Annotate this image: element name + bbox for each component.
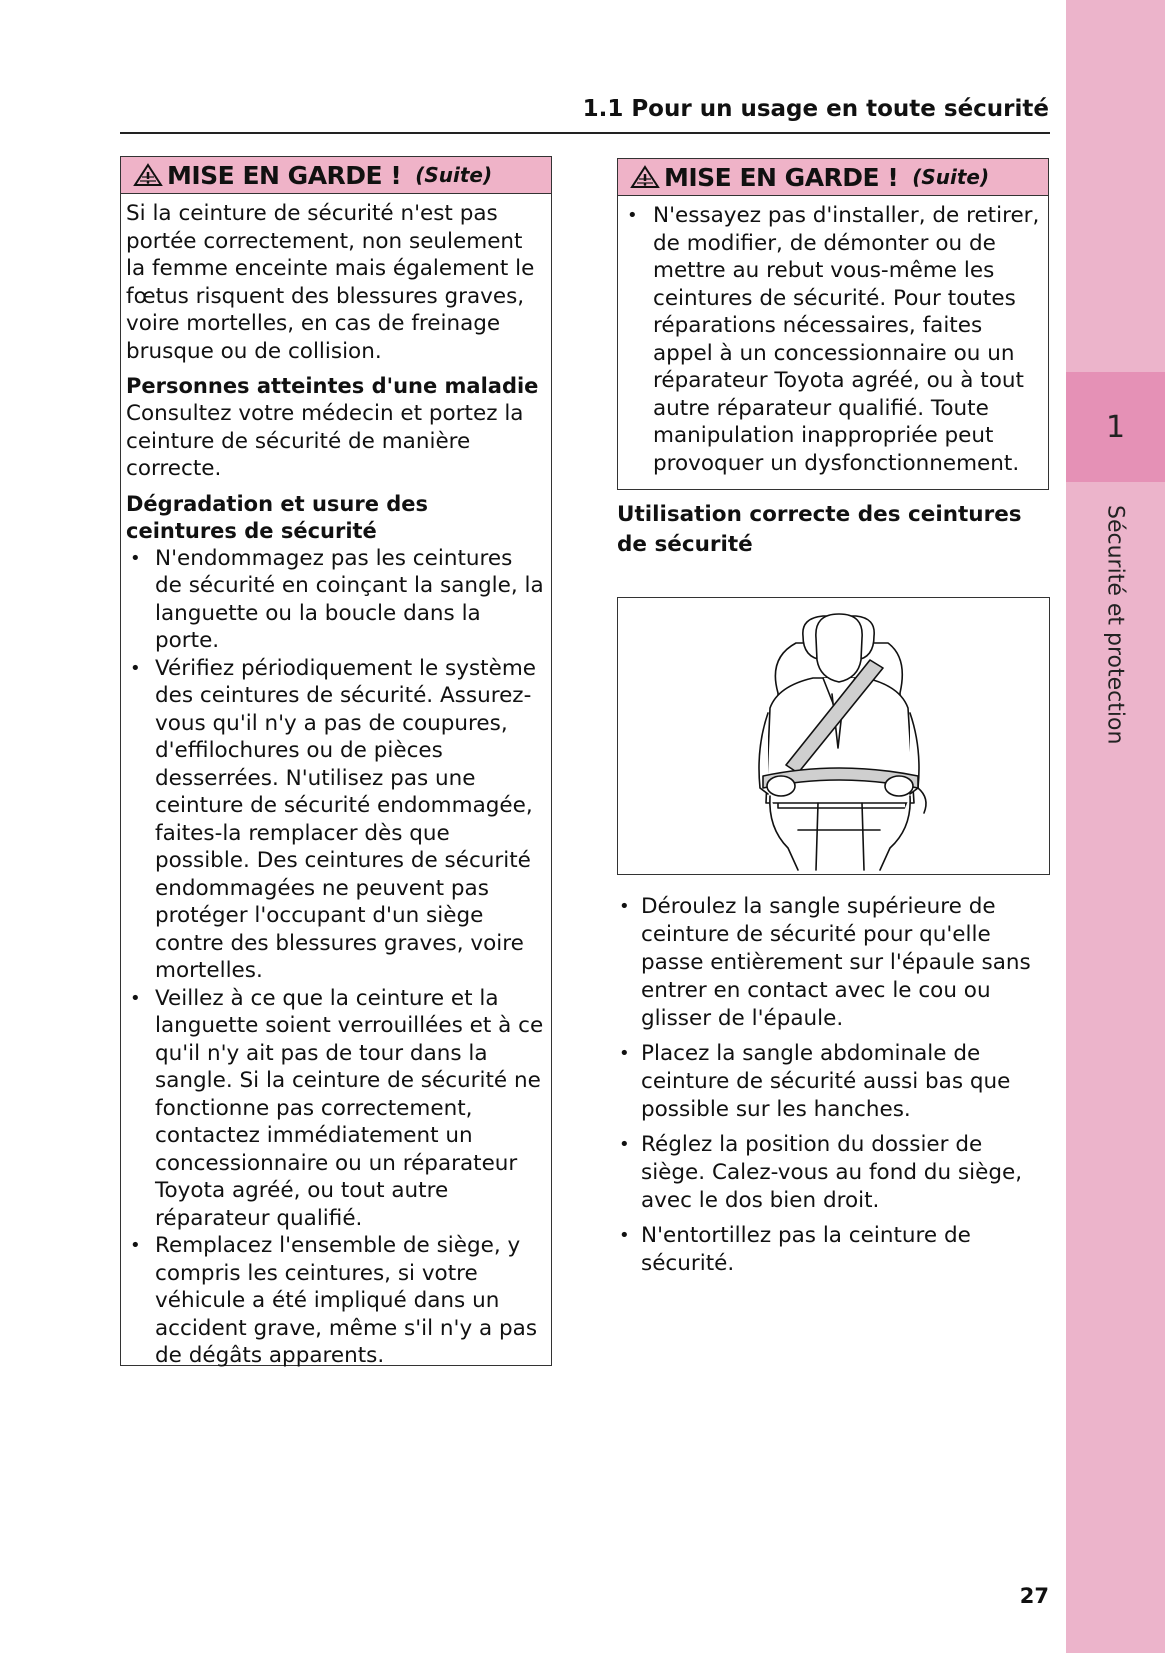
warning-header — [618, 159, 1048, 196]
list-item: • Placez la sangle abdominale de ceinture de sécurité aussi bas que possible sur les hanches. — [617, 1040, 1050, 1124]
list-item: • Déroulez la sangle supérieure de ceinture de sécurité pour qu'elle passe entièrement sur l'épaule sans entrer en contact avec le cou ou glisser de l'épaule. — [617, 893, 1050, 1033]
list-item: • N'endommagez pas les ceintures de sécurité en coinçant la sangle, la languette ou la boucle dans la porte. — [126, 545, 545, 655]
wear-list — [126, 545, 545, 1370]
warning-body — [618, 196, 1048, 477]
warning-suite: (Suite) — [415, 163, 493, 187]
warning-suite: (Suite) — [912, 165, 990, 189]
list-item: • N'essayez pas d'installer, de retirer, de modifier, de démonter ou de mettre au rebut vous-même les ceintures de sécurité. Pour toutes réparations nécessaires, faites appel à un concessionnaire ou un réparateur Toyota agréé, ou à tout autre réparateur qualifié. Toute manipulation inappropriée peut provoquer un dysfonctionnement. — [623, 202, 1042, 477]
usage-list — [617, 893, 1050, 1285]
chapter-label-container — [1065, 505, 1165, 745]
warning-box-left — [120, 156, 552, 1366]
seated-person-with-seatbelt-icon — [618, 598, 1048, 873]
list-item: • N'entortillez pas la ceinture de sécurité. — [617, 1222, 1050, 1278]
list-item: • Vérifiez périodiquement le système des ceintures de sécurité. Assurez-vous qu'il n'y a pas de coupures, d'effilochures ou de pièces desserrées. N'utilisez pas une ceinture de sécurité endommagée, faites-la remplacer dès que possible. Des ceintures de sécurité endommagées ne peuvent pas protéger l'occupant d'un siège contre des blessures graves, voire mortelles. — [126, 655, 545, 985]
chapter-label: Sécurité et protection — [1102, 505, 1128, 745]
page-number: 27 — [1019, 1584, 1049, 1608]
chapter-number-tab[interactable] — [1066, 372, 1165, 482]
warning-box-right — [617, 158, 1049, 490]
warning-triangle-icon — [630, 165, 660, 189]
warning-title: MISE EN GARDE ! — [167, 160, 402, 190]
warning-right-list — [623, 202, 1042, 477]
heading-illness: Personnes atteintes d'une maladie — [126, 374, 539, 398]
warning-intro: Si la ceinture de sécurité n'est pas portée correctement, non seulement la femme enceinte mais également le fœtus risquent des blessures graves, voire mortelles, en cas de freinage brusque ou de collision. — [126, 201, 535, 364]
chapter-side-tab — [1066, 0, 1165, 1653]
list-item: • Réglez la position du dossier de siège. Calez-vous au fond du siège, avec le dos bien droit. — [617, 1131, 1050, 1215]
usage-heading: Utilisation correcte des ceintures de sécurité — [617, 502, 1022, 557]
warning-body — [121, 194, 551, 1370]
heading-wear: Dégradation et usure des ceintures de sécurité — [126, 491, 429, 543]
list-item: • Remplacez l'ensemble de siège, y compris les ceintures, si votre véhicule a été impliqué dans un accident grave, même s'il n'y a pas de dégâts apparents. — [126, 1232, 545, 1370]
list-item: • Veillez à ce que la ceinture et la languette soient verrouillées et à ce qu'il n'y ait pas de tour dans la sangle. Si la ceinture de sécurité ne fonctionne pas correctement, contactez immédiatement un concessionnaire ou un réparateur Toyota agréé, ou tout autre réparateur qualifié. — [126, 985, 545, 1233]
warning-triangle-icon — [133, 163, 163, 187]
chapter-number: 1 — [1105, 409, 1126, 445]
header-divider — [120, 132, 1050, 134]
section-title: 1.1 Pour un usage en toute sécurité — [582, 96, 1049, 122]
illness-text: Consultez votre médecin et portez la ceinture de sécurité de manière correcte. — [126, 401, 524, 481]
warning-header — [121, 157, 551, 194]
seatbelt-illustration — [617, 597, 1050, 875]
warning-title: MISE EN GARDE ! — [664, 162, 899, 192]
